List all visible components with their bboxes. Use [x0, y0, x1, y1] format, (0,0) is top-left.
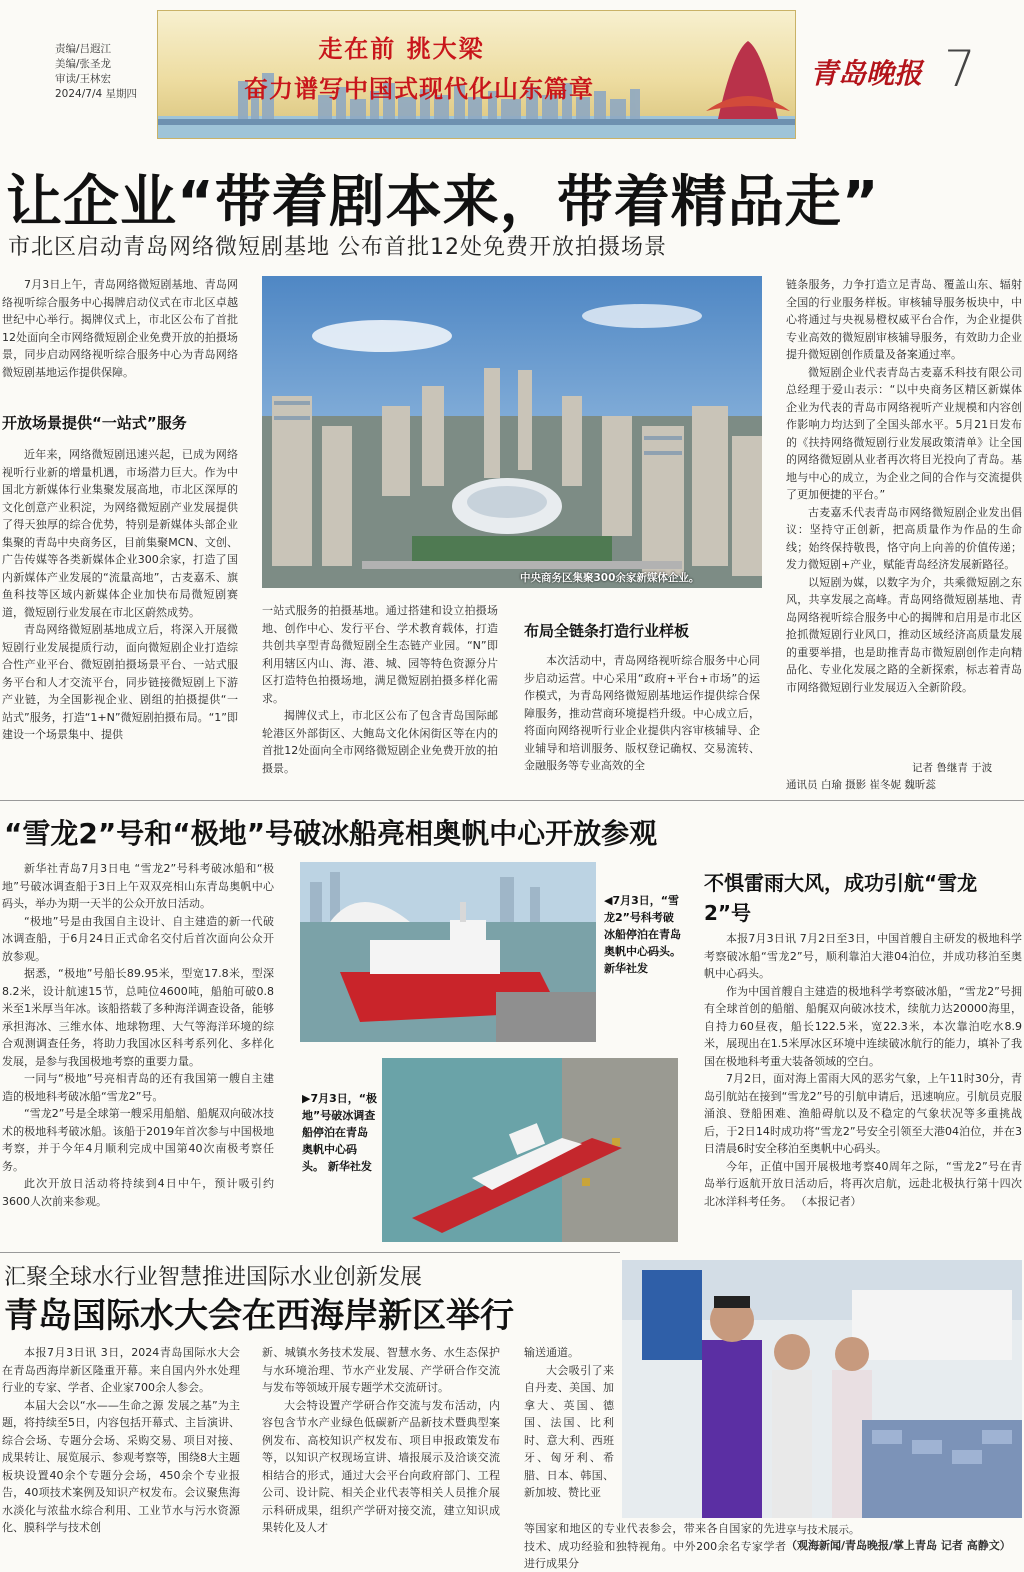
jidi-photo	[382, 1058, 678, 1242]
jidi-photo-caption: ▶7月3日，“极地”号破冰调查船停泊在青岛奥帆中心码头。 新华社发	[302, 1092, 377, 1173]
banner-slogan-1: 走在前 挑大梁	[318, 34, 485, 63]
article4-credit: （观海新闻/青岛晚报/掌上青岛 记者 高静文）	[786, 1539, 1011, 1552]
issue-date: 2024/7/4 星期四	[55, 88, 137, 100]
proofreader-credit: 审读/王林宏	[55, 73, 112, 85]
article1-column4	[786, 276, 1022, 776]
paragraph: 新华社青岛7月3日电 “雪龙2”号科考破冰船和“极地”号破冰调查船于3日上午双双亮相山东青岛奥帆中心码头，举办为期一天半的公众开放日活动。	[2, 862, 274, 910]
banner-slogan-2: 奋力谱写中国式现代化山东篇章	[244, 74, 594, 103]
paragraph: 此次开放日活动将持续到4日中午，预计吸引约3600人次前来参观。	[2, 1177, 274, 1208]
section-divider	[0, 1252, 620, 1253]
article1-column1	[2, 446, 238, 790]
article1-column2	[262, 602, 498, 792]
photo-caption-tail: 享与技术展示。	[786, 1524, 860, 1536]
paragraph: 大会吸引了来自丹麦、美国、加拿大、英国、德国、法国、比利时、意大利、西班牙、匈牙利、希腊、日本、韩国、新加坡、赞比亚	[524, 1363, 614, 1499]
article2-headline: “雪龙2”号和“极地”号破冰船亮相奥帆中心开放参观	[4, 817, 658, 850]
paragraph: 一同与“极地”号亮相青岛的还有我国第一艘自主建造的极地科考破冰船“雪龙2”号。	[2, 1072, 274, 1103]
article1-lead	[2, 276, 238, 396]
section-divider	[0, 800, 1024, 801]
article1-section1-title: 开放场景提供“一站式”服务	[2, 414, 187, 432]
paragraph: 以短剧为媒，以数字为介，共乘微短剧之东风，共享发展之高峰。青岛网络微短剧基地、青岛网络视听综合服务中心的揭牌和启用是市北区抢抓微短剧行业风口，推动区域经济高质量发展的重要举措，也是助推青岛市微短剧创作走向精品化、专业化发展之路的全新探索，标志着青岛市网络微短剧行业发展迈入全新阶段。	[786, 575, 1022, 694]
cbd-aerial-image	[262, 276, 762, 588]
paragraph: “极地”号是由我国自主设计、自主建造的新一代破冰调查船，于6月24日正式命名交付后首次面向公众开放参观。	[2, 914, 274, 963]
jidi-image	[382, 1058, 678, 1242]
article1-section2-title: 布局全链条打造行业样板	[524, 622, 690, 640]
paragraph: 今年，正值中国开展极地考察40周年之际，“雪龙2”号在青岛举行返航开放日活动后，将再次启航，远赴北极执行第十四次北冰洋科考任务。 （本报记者）	[704, 1159, 1022, 1208]
water-conference-photo	[622, 1260, 1022, 1518]
article1-headline: 让企业“带着剧本来，带着精品走”	[6, 170, 880, 235]
paragraph: 大会特设置产学研合作交流与发布活动，内容包含节水产业绿色低碳新产品新技术暨典型案例发布、高校知识产权发布、项目申报政策发布等，以知识产权现场宣讲、墙报展示及洽谈交流相结合的形式，通过大会平台向政府部门、工程公司、设计院、相关企业代表等相关人员推介展示科研成果，组织产学研对接交流，建立知识成果转化及人才	[262, 1398, 500, 1534]
cbd-photo-caption: 中央商务区集聚300余家新媒体企业。	[520, 572, 700, 584]
paragraph: 一站式服务的拍摄基地。通过搭建和设立拍摄场地、创作中心、发行平台、学术教育载体，打造共创共享型青岛微短剧全生态链产业园。“N”即利用辖区内山、海、港、城、园等特色资源分片区打造特色拍摄场地，满足微短剧拍摄多样化需求。	[262, 604, 498, 705]
xuelong2-image	[300, 862, 596, 1042]
paragraph: 揭牌仪式上，市北区公布了包含青岛国际邮轮港区外部街区、大鲍岛文化休闲街区等在内的首批12处面向全市网络微短剧企业免费开放的拍摄景。	[262, 709, 498, 775]
newspaper-masthead: 青岛晚报	[810, 57, 923, 90]
paragraph: 新、城镇水务技术发展、智慧水务、水生态保护与水环境治理、节水产业发展、产学研合作交流与发布等领域开展专题学术交流研讨。	[262, 1346, 500, 1394]
paragraph: 本报7月3日讯 7月2日至3日，中国首艘自主研发的极地科学考察破冰船“雪龙2”号，顺利靠泊大港04泊位，并成功移泊至奥帆中心码头。	[704, 932, 1022, 980]
article1-subheadline: 市北区启动青岛网络微短剧基地 公布首批12处免费开放拍摄场景	[8, 235, 667, 260]
article4-column3-bottom	[524, 1520, 786, 1570]
page-number: 7	[944, 40, 976, 98]
paragraph: 本报7月3日讯 3日，2024青岛国际水大会在青岛西海岸新区隆重开幕。来自国内外水处理行业的专家、学者、企业家700余人参会。	[2, 1346, 240, 1394]
cbd-aerial-photo	[262, 276, 762, 588]
article4-column1	[2, 1344, 240, 1570]
article1-credit: 通讯员 白瑜 摄影 崔冬妮 魏昕蕊	[786, 779, 936, 791]
paragraph: 本次活动中，青岛网络视听综合服务中心同步启动运营。中心采用“政府+平台+市场”的运作模式，为青岛网络微短剧基地运作提供综合保障服务，推动营商环境提档升级。中心成立后，将面向网络视听行业企业提供内容审核辅导、企业辅导和培训服务、版权登记确权、交易流转、金融服务等专业高效的全	[524, 654, 760, 772]
paragraph: 微短剧企业代表青岛古麦嘉禾科技有限公司总经理于爱山表示：“以中央商务区精区新媒体企业为代表的青岛市网络视听产业规模和内容创作影响力均达到了全国头部水平。5月21日发布的《扶持网络微短剧行业发展政策清单》让全国的网络微短剧从业者再次将目光投向了青岛。基地与中心的成立，为企业之间的合作与交流提供了更加便捷的平台。”	[786, 365, 1022, 501]
article2-body	[2, 860, 274, 1242]
top-banner	[157, 10, 796, 139]
xuelong2-photo	[300, 862, 596, 1042]
article1-byline: 记者 鲁继青 于波	[912, 762, 993, 774]
paragraph: “雪龙2”号是全球第一艘采用船艏、船艉双向破冰技术的极地科考破冰船。该船于2019年首次参与中国极地考察，并于今年4月顺利完成中国第40次南极考察任务。	[2, 1107, 274, 1173]
paragraph: 链条服务，力争打造立足青岛、覆盖山东、辐射全国的行业服务样板。审核辅导服务板块中，中心将通过与央视易橙权威平台合作，为企业提供专业高效的微短剧审核辅导服务，有效助力企业提升微短剧创作质量及备案通过率。	[786, 278, 1022, 361]
paragraph: 古麦嘉禾代表青岛市网络微短剧企业发出倡议：坚持守正创新，把高质量作为作品的生命线；始终保持敬畏，恪守向上向善的价值传递；发力微短剧+产业，赋能青岛经济发展新路径。	[786, 505, 1022, 571]
article3-body	[704, 930, 1022, 1242]
paragraph: 等国家和地区的专业代表参会，带来各自国家的先进技术、成功经验和独特视角。中外200余名专家学者进行成果分	[524, 1522, 786, 1570]
paragraph: 近年来，网络微短剧迅速兴起，已成为网络视听行业新的增量机遇，市场潜力巨大。作为中国北方新媒体行业集聚发展高地，市北区深厚的文化创意产业积淀，为网络微短剧产业发展提供了得天独厚的综合优势，特别是新媒体头部企业集聚的青岛中央商务区，目前集聚MCN、文创、广告传媒等各类新媒体企业300余家，打造了国内新媒体产业发展的“流量高地”，古麦嘉禾、旗鱼科技等区域内新媒体企业加快布局微短剧赛道，微短剧行业发展在市北区蔚然成势。	[2, 448, 238, 619]
editor-credit: 责编/吕遐江	[55, 43, 112, 55]
article4-credit-box	[786, 1538, 1022, 1572]
paragraph: 7月2日，面对海上雷雨大风的恶劣气象，上午11时30分，青岛引航站在接到“雪龙2”号的引航申请后，迅速响应。引航员克服涌浪、登船困难、渔船碍航以及不稳定的气象状况等多重挑战后，于2日14时成功将“雪龙2”号安全引领至大港04泊位，并在3日清晨6时安全移泊至奥帆中心码头。	[704, 1072, 1022, 1155]
paragraph: 输送通道。	[524, 1346, 579, 1359]
xuelong2-photo-caption: ◀7月3日，“雪龙2”号科考破冰船停泊在青岛奥帆中心码头。 新华社发	[604, 894, 681, 975]
article1-column3	[524, 652, 760, 792]
water-conference-image	[622, 1260, 1022, 1518]
article4-kicker: 汇聚全球水行业智慧推进国际水业创新发展	[4, 1265, 423, 1290]
paragraph: 青岛网络微短剧基地成立后，将深入开展微短剧行业发展提质行动，面向微短剧企业打造综合性产业平台、微短剧拍摄场景平台、一站式服务平台和人才交流平台，同步链接微短剧上下游产业链，为全国影视企业、剧组的拍摄提供“一站式”服务，打造“1+N”微短剧拍摄布局。“1”即建设一个场景集中、提供	[2, 623, 238, 741]
article3-headline: 不惧雷雨大风，成功引航“雪龙2”号	[704, 871, 978, 925]
article4-column2	[262, 1344, 500, 1570]
page-meta	[55, 42, 137, 102]
paragraph: 本届大会以“水——生命之源 发展之基”为主题，将持续至5日，内容包括开幕式、主旨演讲、综合会场、专题分会场、采购交易、项目对接、成果转让、展览展示、参观考察等，围绕8大主题板块设置40余个专题分会场，450余个专业报告，40项技术案例及知识产权发布。会议聚焦海水淡化与浓盐水综合利用、工业节水与污水资源化、膜科学与技术创	[2, 1398, 240, 1534]
paragraph: 据悉，“极地”号船长89.95米，型宽17.8米，型深8.2米，设计航速15节，总吨位4600吨，船舶可破0.8米至1米厚当年冰。该船搭载了多种海洋调查设备，能够承担海冰、三维水体、地球物理、大气等海洋环境的综合观测调查任务，将助力我国冰区科考系列化、多样化发展，是参与我国极地考察的重要力量。	[2, 967, 274, 1068]
designer-credit: 美编/张圣龙	[55, 58, 112, 70]
article4-headline: 青岛国际水大会在西海岸新区举行	[4, 1296, 514, 1336]
lead-paragraph: 7月3日上午，青岛网络微短剧基地、青岛网络视听综合服务中心揭牌启动仪式在市北区卓越世纪中心举行。揭牌仪式上，市北区公布了首批12处面向全市网络微短剧企业免费开放的拍摄场景，同步启动网络视听综合服务中心为青岛网络微短剧基地运作提供保障。	[2, 278, 238, 379]
article4-column3-narrow	[524, 1344, 614, 1520]
paragraph: 作为中国首艘自主建造的极地科学考察破冰船，“雪龙2”号拥有全球首创的船艏、船艉双向破冰技术，续航力达20000海里，自持力60昼夜，船长122.5米，宽22.3米，本次靠泊吃水8.9米，展现出在1.5米厚冰区环境中连续破冰航行的能力，填补了我国在极地科考重大装备领域的空白。	[704, 984, 1022, 1068]
